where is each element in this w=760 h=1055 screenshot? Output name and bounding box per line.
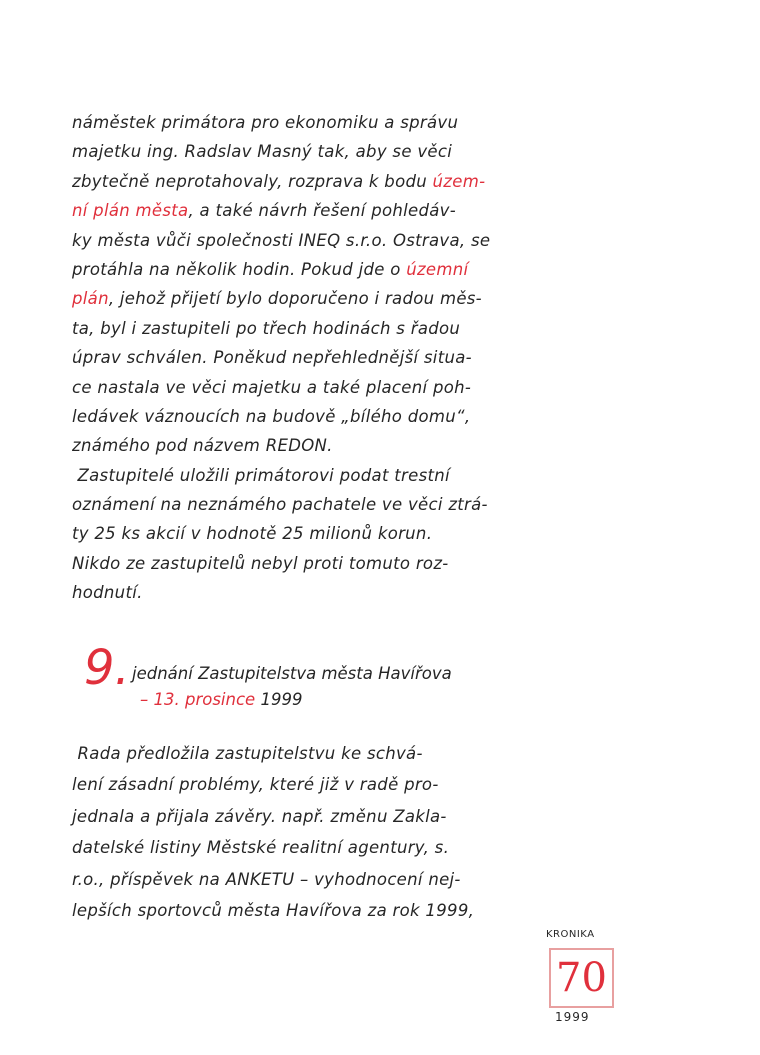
highlighted-text: plán: [72, 289, 109, 309]
text-segment: lepších sportovců města Havířova za rok 1999,: [72, 900, 475, 920]
text-line: [72, 738, 542, 769]
text-line: [72, 226, 542, 255]
text-line: [72, 490, 542, 519]
text-line: [72, 196, 542, 225]
text-line: [72, 578, 542, 607]
stamp-year: 1999: [555, 1010, 590, 1024]
page-number-stamp: 70: [549, 948, 614, 1008]
text-segment: ky města vůči společnosti INEQ s.r.o. Ostrava, se: [72, 230, 491, 250]
highlighted-text: územ-: [432, 171, 486, 191]
paragraph-council-proposals: [72, 738, 542, 926]
text-line: [72, 431, 542, 460]
text-line: [72, 895, 542, 926]
section-date: [140, 690, 302, 709]
text-line: [72, 284, 542, 313]
text-line: [72, 314, 542, 343]
text-segment: , jehož přijetí bylo doporučeno i radou měs-: [108, 289, 482, 309]
text-line: [72, 461, 542, 490]
section-title: jednání Zastupitelstva města Havířova: [132, 664, 452, 683]
text-line: [72, 769, 542, 800]
text-segment: Rada předložila zastupitelstvu ke schvá-: [72, 744, 423, 763]
text-segment: majetku ing. Radslav Masný tak, aby se věci: [72, 142, 453, 162]
text-line: [72, 864, 542, 895]
text-segment: úprav schválen. Poněkud nepřehlednější situa-: [72, 348, 472, 368]
text-segment: protáhla na několik hodin. Pokud jde o: [72, 259, 407, 279]
text-segment: Zastupitelé uložili primátorovi podat trestní: [72, 465, 450, 485]
text-segment: oznámení na neznámého pachatele ve věci ztrá-: [72, 495, 488, 515]
text-segment: známého pod názvem REDON.: [72, 436, 333, 456]
text-line: [72, 519, 542, 548]
text-segment: ce nastala ve věci majetku a také placení poh-: [72, 377, 472, 397]
section-date-red: – 13. prosince: [140, 690, 256, 709]
text-line: [72, 373, 542, 402]
section-year: 1999: [260, 690, 303, 709]
text-segment: zbytečně neprotahovaly, rozprava k bodu: [72, 171, 433, 191]
text-segment: r.o., příspěvek na ANKETU – vyhodnocení nej-: [72, 869, 461, 889]
text-line: [72, 832, 542, 863]
text-segment: lení zásadní problémy, které již v radě pro-: [72, 775, 439, 795]
text-line: [72, 343, 542, 372]
text-line: [72, 167, 542, 196]
text-segment: náměstek primátora pro ekonomiku a správu: [72, 113, 459, 132]
text-segment: datelské listiny Městské realitní agentury, s.: [72, 838, 450, 858]
stamp-label: KRONIKA: [546, 929, 595, 940]
text-segment: jednala a přijala závěry. např. změnu Zakla-: [72, 806, 447, 826]
text-segment: ta, byl i zastupiteli po třech hodinách s řadou: [72, 318, 461, 338]
text-segment: ty 25 ks akcií v hodnotě 25 milionů korun.: [72, 524, 433, 544]
text-segment: Nikdo ze zastupitelů nebyl proti tomuto roz-: [72, 553, 449, 573]
text-line: [72, 255, 542, 284]
text-line: [72, 402, 542, 431]
section-number: 9.: [84, 640, 130, 696]
highlighted-text: územní: [406, 259, 469, 279]
text-segment: , a také návrh řešení pohledáv-: [188, 201, 456, 221]
text-line: [72, 801, 542, 832]
text-line: [72, 108, 542, 137]
paragraph-council-debate: [72, 108, 542, 608]
text-line: [72, 137, 542, 166]
highlighted-text: ní plán města: [72, 201, 189, 221]
text-line: [72, 549, 542, 578]
text-segment: ledávek váznoucích na budově „bílého domu“,: [72, 406, 471, 426]
text-segment: hodnutí.: [72, 583, 143, 603]
